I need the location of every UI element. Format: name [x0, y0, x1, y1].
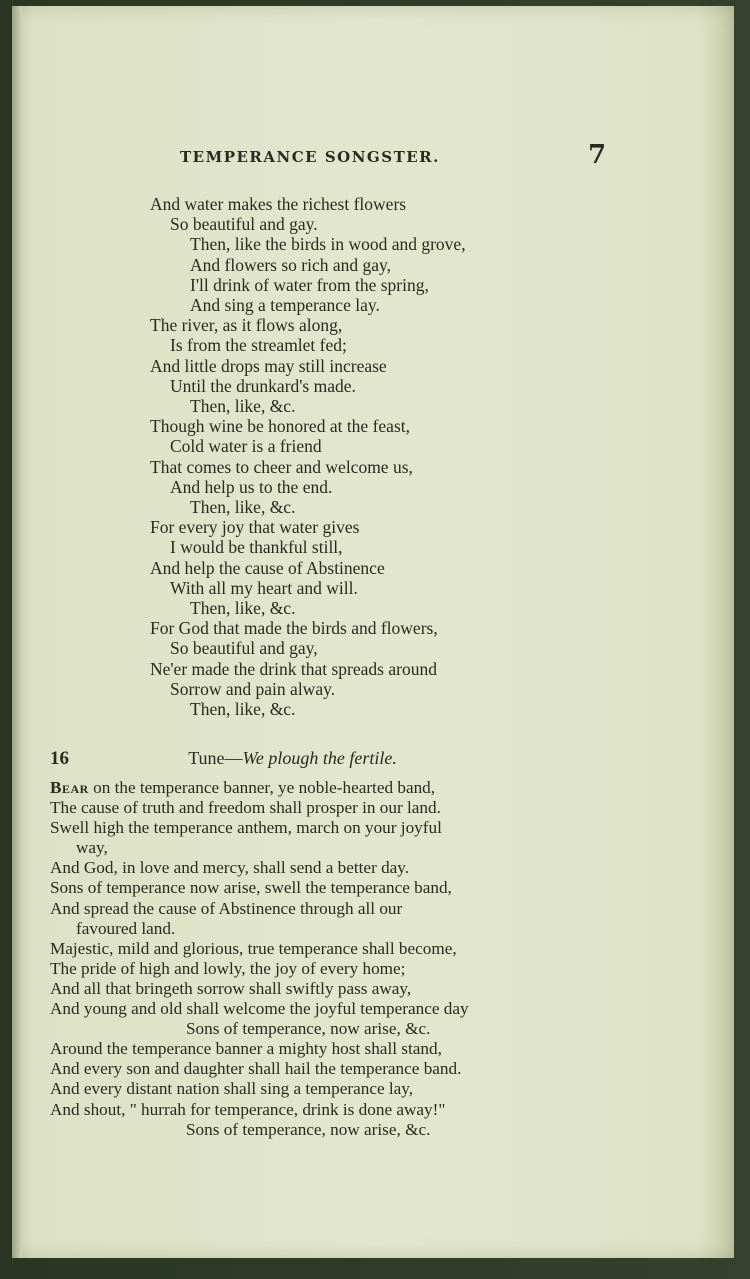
- song-first-word: Bear: [50, 778, 89, 797]
- song-heading: [50, 748, 610, 770]
- poem-line: With all my heart and will.: [170, 577, 358, 598]
- poem-line: The river, as it flows along,: [150, 315, 343, 336]
- song-line: Majestic, mild and glorious, true temperance shall become,: [50, 938, 457, 958]
- poem-line: Though wine be honored at the feast,: [150, 416, 410, 437]
- poem-line: Then, like, &c.: [190, 699, 296, 720]
- chorus-line: Sons of temperance, now arise, &c.: [186, 1119, 431, 1139]
- song-line: And every son and daughter shall hail the temperance band.: [50, 1059, 462, 1079]
- tune-label: Tune—: [188, 748, 243, 768]
- poem-line: So beautiful and gay,: [170, 638, 318, 659]
- poem-line: And help us to the end.: [170, 476, 333, 497]
- poem-line: And help the cause of Abstinence: [150, 557, 385, 578]
- song-line: The pride of high and lowly, the joy of every home;: [50, 958, 406, 978]
- song-line: And God, in love and mercy, shall send a better day.: [50, 858, 410, 878]
- poem-line: Cold water is a friend: [170, 436, 322, 457]
- song-first-line-rest: on the temperance banner, ye noble-hearted band,: [88, 778, 436, 797]
- song-line: And young and old shall welcome the joyful temperance day: [50, 999, 469, 1019]
- song-line: way,: [76, 838, 108, 858]
- song-first-line: [50, 778, 606, 798]
- tune-name: We plough the fertile.: [242, 748, 397, 768]
- poem-line: Sorrow and pain alway.: [170, 678, 336, 699]
- song-line: And every distant nation shall sing a temperance lay,: [50, 1079, 414, 1099]
- song-line: And spread the cause of Abstinence through all our: [50, 898, 403, 918]
- poem-continued: [150, 194, 466, 719]
- song-number: 16: [50, 748, 69, 769]
- chorus-line: Sons of temperance, now arise, &c.: [186, 1019, 431, 1039]
- poem-line: And flowers so rich and gay,: [190, 254, 392, 275]
- poem-line: Then, like, &c.: [190, 598, 296, 619]
- poem-line: And sing a temperance lay.: [190, 295, 380, 316]
- song-line: Around the temperance banner a mighty host shall stand,: [50, 1039, 442, 1059]
- poem-line: Until the drunkard's made.: [170, 375, 356, 396]
- poem-line: Then, like the birds in wood and grove,: [190, 234, 466, 255]
- song-line: favoured land.: [76, 918, 176, 938]
- poem-line: Is from the streamlet fed;: [170, 335, 347, 356]
- song-line: Sons of temperance now arise, swell the temperance band,: [50, 878, 452, 898]
- song-line: And all that bringeth sorrow shall swiftly pass away,: [50, 978, 412, 998]
- song-16-text: [50, 778, 606, 1140]
- poem-line: For God that made the birds and flowers,: [150, 618, 438, 639]
- poem-line: Then, like, &c.: [190, 396, 296, 417]
- song-line: And shout, " hurrah for temperance, drink is done away!": [50, 1099, 446, 1119]
- song-line: The cause of truth and freedom shall prosper in our land.: [50, 798, 441, 818]
- poem-line: For every joy that water gives: [150, 517, 360, 538]
- song-line: Swell high the temperance anthem, march on your joyful: [50, 818, 442, 838]
- poem-line: Ne'er made the drink that spreads around: [150, 658, 437, 679]
- poem-line: I would be thankful still,: [170, 537, 343, 558]
- poem-line: And water makes the richest flowers: [150, 194, 407, 214]
- running-head: TEMPERANCE SONGSTER.: [180, 148, 440, 166]
- poem-line: Then, like, &c.: [190, 497, 296, 518]
- page-number: 7: [588, 140, 607, 170]
- poem-line: So beautiful and gay.: [170, 214, 318, 235]
- poem-line: I'll drink of water from the spring,: [190, 274, 429, 295]
- poem-line: That comes to cheer and welcome us,: [150, 456, 413, 477]
- poem-line: And little drops may still increase: [150, 355, 387, 376]
